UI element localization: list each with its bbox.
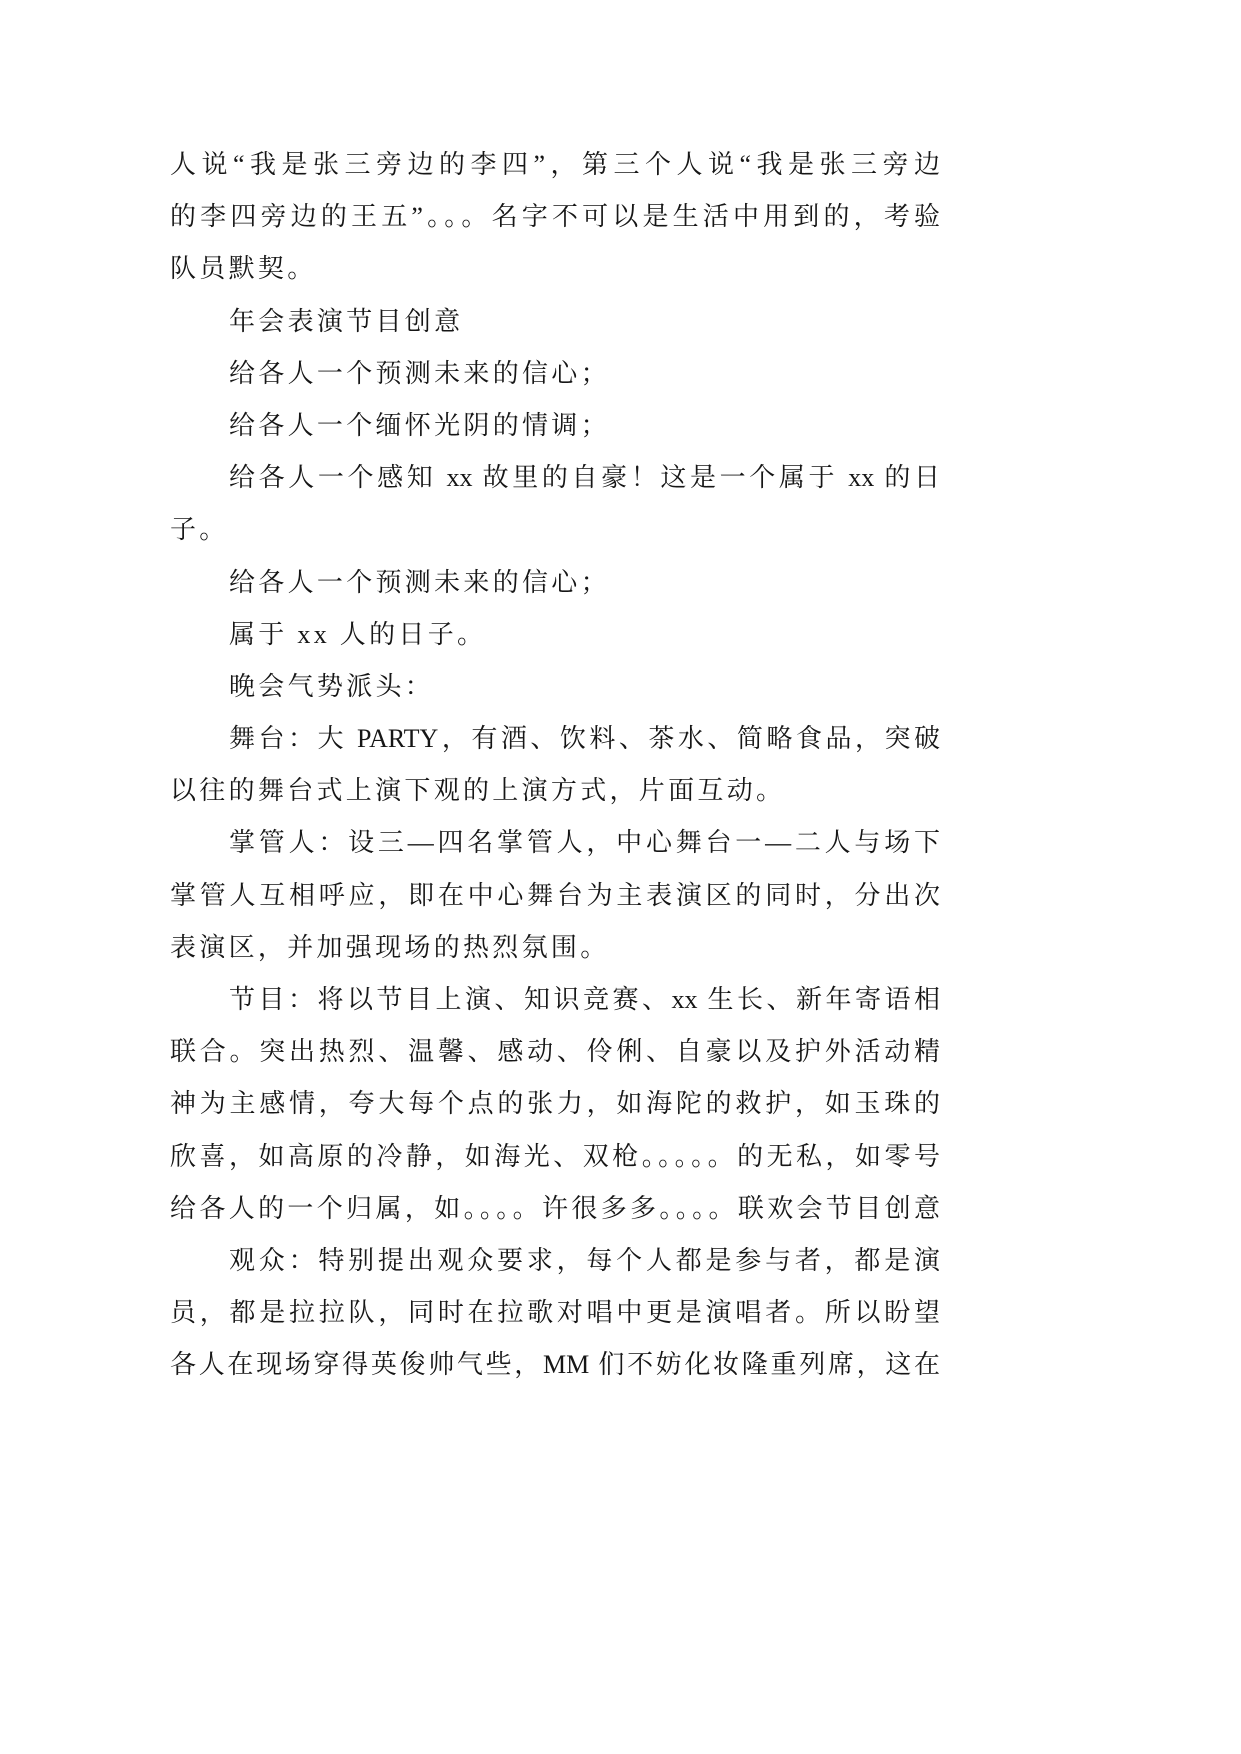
text-line: 各人在现场穿得英俊帅气些，MM 们不妨化妆隆重列席，这在 [170,1350,940,1380]
paragraph-continued [170,139,940,296]
text-line: 联合。突出热烈、温馨、感动、伶俐、自豪以及护外活动精 [170,1037,940,1067]
text-line: 节目：将以节目上演、知识竞赛、xx 生长、新年寄语相 [229,985,940,1014]
text-line: 给各人的一个归属，如。。。。许很多多。。。。联欢会节目创意 [170,1193,940,1223]
paragraph [170,557,940,609]
paragraph [170,452,940,556]
text-line: 观众：特别提出观众要求，每个人都是参与者，都是演 [229,1245,940,1275]
paragraph [170,817,940,974]
text-line: 子。 [170,515,229,545]
text-line: 掌管人互相呼应，即在中心舞台为主表演区的同时，分出次 [170,880,940,910]
paragraph [170,609,940,661]
text-line: 欣喜，如高原的冷静，如海光、双枪。。。。。的无私，如零号 [170,1141,940,1171]
text-line: 掌管人：设三—四名掌管人，中心舞台一—二人与场下 [229,828,940,858]
text-line: 人说“我是张三旁边的李四”，第三个人说“我是张三旁边 [170,150,940,179]
text-line: 表演区，并加强现场的热烈氛围。 [170,932,610,962]
text-line: 舞台：大 PARTY，有酒、饮料、茶水、简略食品，突破 [229,724,940,754]
text-line: 给各人一个预测未来的信心； [229,358,610,388]
paragraph [170,974,940,1235]
text-line: 晚会气势派头： [229,671,435,701]
text-line: 给各人一个感知 xx 故里的自豪！这是一个属于 xx 的日 [229,463,940,493]
text-line: 的李四旁边的王五”。。。名字不可以是生活中用到的，考验 [170,202,940,232]
paragraph [170,400,940,452]
paragraph [170,348,940,400]
text-line: 年会表演节目创意 [229,306,464,336]
paragraph [170,296,940,348]
text-line: 队员默契。 [170,254,317,284]
text-line: 神为主感情，夸大每个点的张力，如海陀的救护，如玉珠的 [170,1089,940,1119]
paragraph [170,713,940,817]
text-line: 员，都是拉拉队，同时在拉歌对唱中更是演唱者。所以盼望 [170,1298,940,1328]
body-text [170,139,940,1392]
text-line: 给各人一个缅怀光阴的情调； [229,410,610,440]
text-line: 属于 xx 人的日子。 [229,619,487,649]
text-line: 给各人一个预测未来的信心； [229,567,610,597]
paragraph [170,1235,940,1392]
paragraph [170,661,940,713]
text-line: 以往的舞台式上演下观的上演方式，片面互动。 [170,776,786,806]
